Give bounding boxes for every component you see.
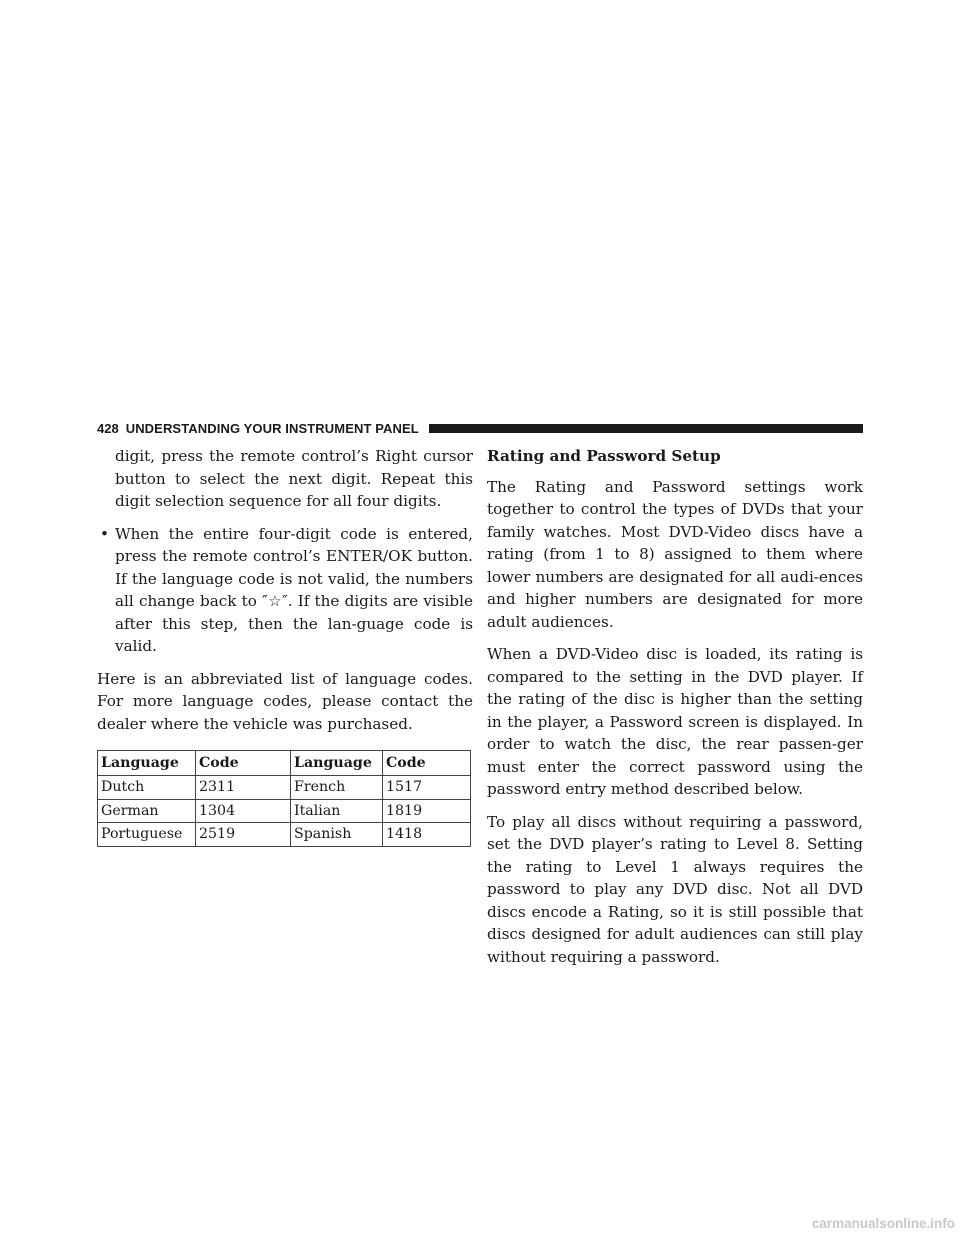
table-cell: Dutch [98, 776, 196, 800]
table-cell: 2311 [196, 776, 291, 800]
section-title: UNDERSTANDING YOUR INSTRUMENT PANEL [125, 420, 419, 436]
table-cell: 2519 [196, 823, 291, 847]
table-cell: German [98, 799, 196, 823]
column-header: Code [383, 751, 471, 776]
body-paragraph: When a DVD-Video disc is loaded, its rating is compared to the setting in the DVD player. If the rating of the disc is higher than the setting in the player, a Password screen is displayed. In order to watch the disc, the rear passen-ger must enter the correct password using the password entry method described below. [487, 645, 863, 798]
left-column [97, 445, 473, 847]
table-row [98, 776, 471, 800]
table-cell: Italian [291, 799, 383, 823]
body-paragraph: The Rating and Password settings work together to control the types of DVDs that your family watches. Most DVD-Video discs have a rating (from 1 to 8) assigned to them where lower numbers are designated for all audi-ences and higher numbers are designated for more adult audiences. [487, 477, 863, 631]
table-cell: 1418 [383, 823, 471, 847]
bullet-text: When the entire four-digit code is entered, press the remote control’s ENTER/OK button. If the language code is not valid, the numbers all change back to ″☆″. If the digits are visible after this step, then the lan-guage code is valid. [115, 524, 473, 655]
table-row [98, 823, 471, 847]
page-header [97, 416, 863, 440]
column-header: Language [98, 751, 196, 776]
table-header-row [98, 751, 471, 776]
intro-paragraph: Here is an abbreviated list of language codes. For more language codes, please contact the dealer where the vehicle was purchased. [97, 669, 473, 733]
table-cell: 1517 [383, 776, 471, 800]
bullet-icon: • [100, 524, 109, 543]
page-number: 428 [97, 420, 119, 436]
table-cell: 1304 [196, 799, 291, 823]
column-header: Language [291, 751, 383, 776]
language-code-table [97, 750, 471, 847]
bullet-item [97, 523, 473, 658]
table-cell: French [291, 776, 383, 800]
table-row [98, 799, 471, 823]
watermark: carmanualsonline.info [811, 1216, 955, 1231]
header-rule [429, 424, 863, 433]
table-cell: Spanish [291, 823, 383, 847]
column-header: Code [196, 751, 291, 776]
body-paragraph: To play all discs without requiring a password, set the DVD player’s rating to Level 8. Setting the rating to Level 1 always requires the password to play any DVD disc. Not all DVD discs encode a Rating, so it is still possible that discs designed for adult audiences can still play without requiring a password. [487, 812, 863, 966]
continued-paragraph: digit, press the remote control’s Right cursor button to select the next digit. Repeat this digit selection sequence for all four digits. [115, 447, 473, 510]
table-cell: 1819 [383, 799, 471, 823]
right-column [487, 445, 863, 968]
section-heading: Rating and Password Setup [487, 447, 721, 465]
table-cell: Portuguese [98, 823, 196, 847]
